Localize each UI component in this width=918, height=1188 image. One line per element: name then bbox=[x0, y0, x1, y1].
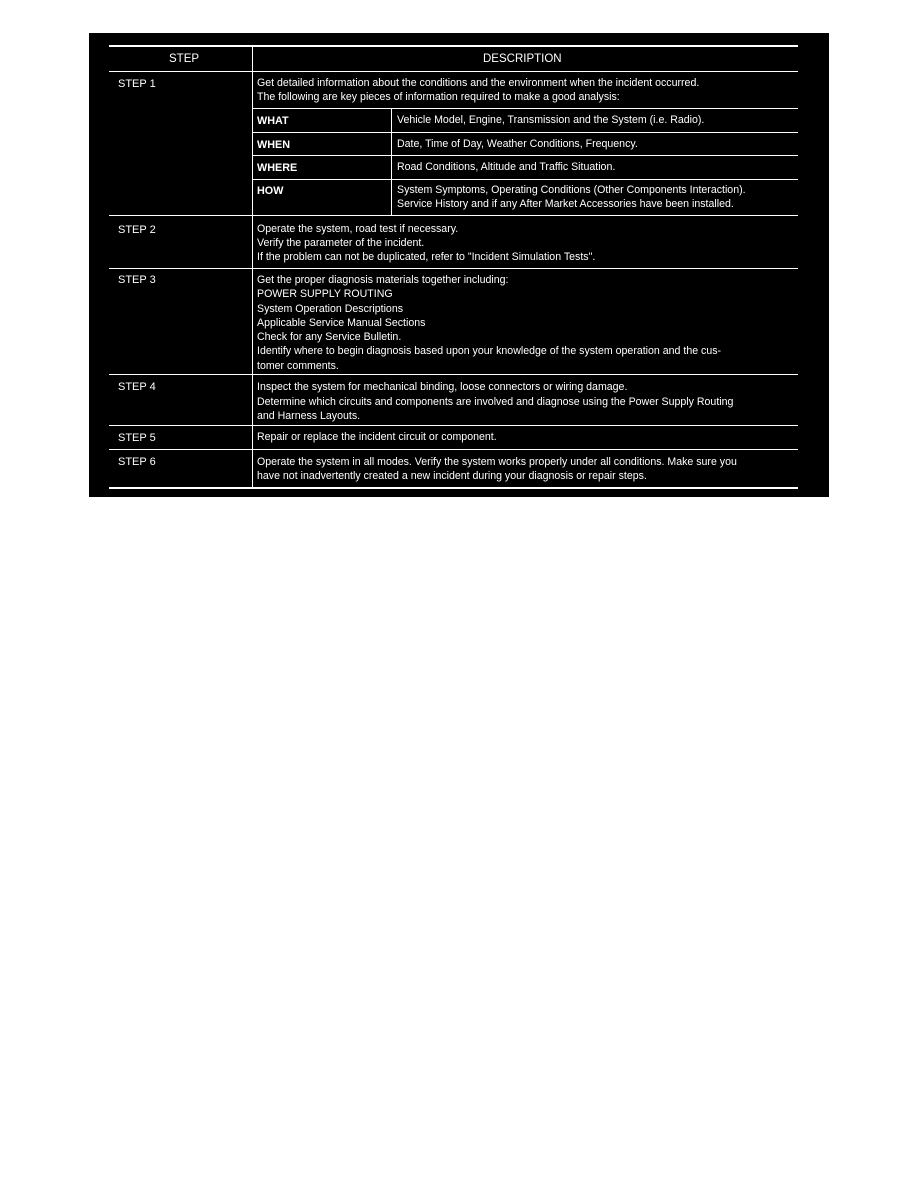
step-3-line-3: System Operation Descriptions bbox=[257, 302, 404, 315]
value-where bbox=[397, 161, 797, 175]
step-6-description bbox=[257, 455, 795, 484]
step-1-description bbox=[257, 77, 795, 105]
step1-what-rule bbox=[252, 108, 798, 109]
step-5-description bbox=[257, 431, 795, 445]
step-4-description bbox=[257, 380, 795, 424]
step-2-line-3: If the problem can not be duplicated, refer to "Incident Simulation Tests". bbox=[257, 250, 596, 263]
key-when: WHEN bbox=[257, 139, 290, 151]
step1-how-rule bbox=[252, 179, 798, 180]
value-what bbox=[397, 114, 797, 128]
step3-rule bbox=[109, 268, 798, 269]
step-3-line-7: tomer comments. bbox=[257, 359, 339, 372]
step-3-line-1: Get the proper diagnosis materials together including: bbox=[257, 274, 509, 286]
column-divider bbox=[252, 45, 253, 487]
step-6-label: STEP 6 bbox=[118, 456, 156, 468]
step4-rule bbox=[109, 374, 798, 375]
key-what: WHAT bbox=[257, 115, 289, 127]
value-how-line-2: Service History and if any After Market Accessories have been installed. bbox=[397, 197, 734, 210]
step-1-line-1: Get detailed information about the conditions and the environment when the incident occurred. bbox=[257, 77, 700, 89]
step-1-line-2: The following are key pieces of information required to make a good analysis: bbox=[257, 90, 620, 103]
step-2-description bbox=[257, 223, 795, 264]
header-description: DESCRIPTION bbox=[483, 53, 562, 65]
step-3-line-6: Identify where to begin diagnosis based upon your knowledge of the system operation and the cus- bbox=[257, 345, 722, 358]
key-how: HOW bbox=[257, 185, 284, 197]
step-4-line-3: and Harness Layouts. bbox=[257, 410, 361, 423]
table-top-rule bbox=[109, 45, 798, 47]
key-where: WHERE bbox=[257, 162, 298, 174]
step5-rule bbox=[109, 425, 798, 426]
value-how bbox=[397, 184, 797, 212]
step1-when-rule bbox=[252, 132, 798, 133]
value-what-line-1: Vehicle Model, Engine, Transmission and the System (i.e. Radio). bbox=[397, 114, 705, 126]
step-3-line-2: POWER SUPPLY ROUTING bbox=[257, 288, 393, 301]
step1-where-rule bbox=[252, 155, 798, 156]
step-5-label: STEP 5 bbox=[118, 432, 156, 444]
step6-rule bbox=[109, 449, 798, 450]
step-3-line-4: Applicable Service Manual Sections bbox=[257, 316, 426, 329]
step-1-label: STEP 1 bbox=[118, 78, 156, 90]
step-5-line-1: Repair or replace the incident circuit or component. bbox=[257, 431, 497, 443]
key-value-divider bbox=[391, 108, 392, 215]
value-when-line-1: Date, Time of Day, Weather Conditions, Frequency. bbox=[397, 138, 638, 150]
step-2-line-1: Operate the system, road test if necessary. bbox=[257, 223, 459, 235]
header-rule bbox=[109, 71, 798, 72]
step-4-line-2: Determine which circuits and components are involved and diagnose using the Power Supply Routing bbox=[257, 395, 734, 408]
step-3-description bbox=[257, 273, 795, 373]
step-2-line-2: Verify the parameter of the incident. bbox=[257, 236, 425, 249]
value-when bbox=[397, 138, 797, 152]
step-2-label: STEP 2 bbox=[118, 224, 156, 236]
table-bottom-rule bbox=[109, 487, 798, 489]
step-4-line-1: Inspect the system for mechanical binding, loose connectors or wiring damage. bbox=[257, 381, 628, 393]
step-4-label: STEP 4 bbox=[118, 381, 156, 393]
value-how-line-1: System Symptoms, Operating Conditions (Other Components Interaction). bbox=[397, 184, 746, 196]
step-3-label: STEP 3 bbox=[118, 274, 156, 286]
step2-rule bbox=[109, 215, 798, 216]
step-6-line-2: have not inadvertently created a new incident during your diagnosis or repair steps. bbox=[257, 470, 647, 483]
header-step: STEP bbox=[169, 53, 200, 65]
step-6-line-1: Operate the system in all modes. Verify the system works properly under all conditions. Make sure you bbox=[257, 456, 737, 468]
value-where-line-1: Road Conditions, Altitude and Traffic Situation. bbox=[397, 161, 616, 173]
step-3-line-5: Check for any Service Bulletin. bbox=[257, 331, 402, 344]
diagnosis-steps-table bbox=[89, 33, 829, 497]
